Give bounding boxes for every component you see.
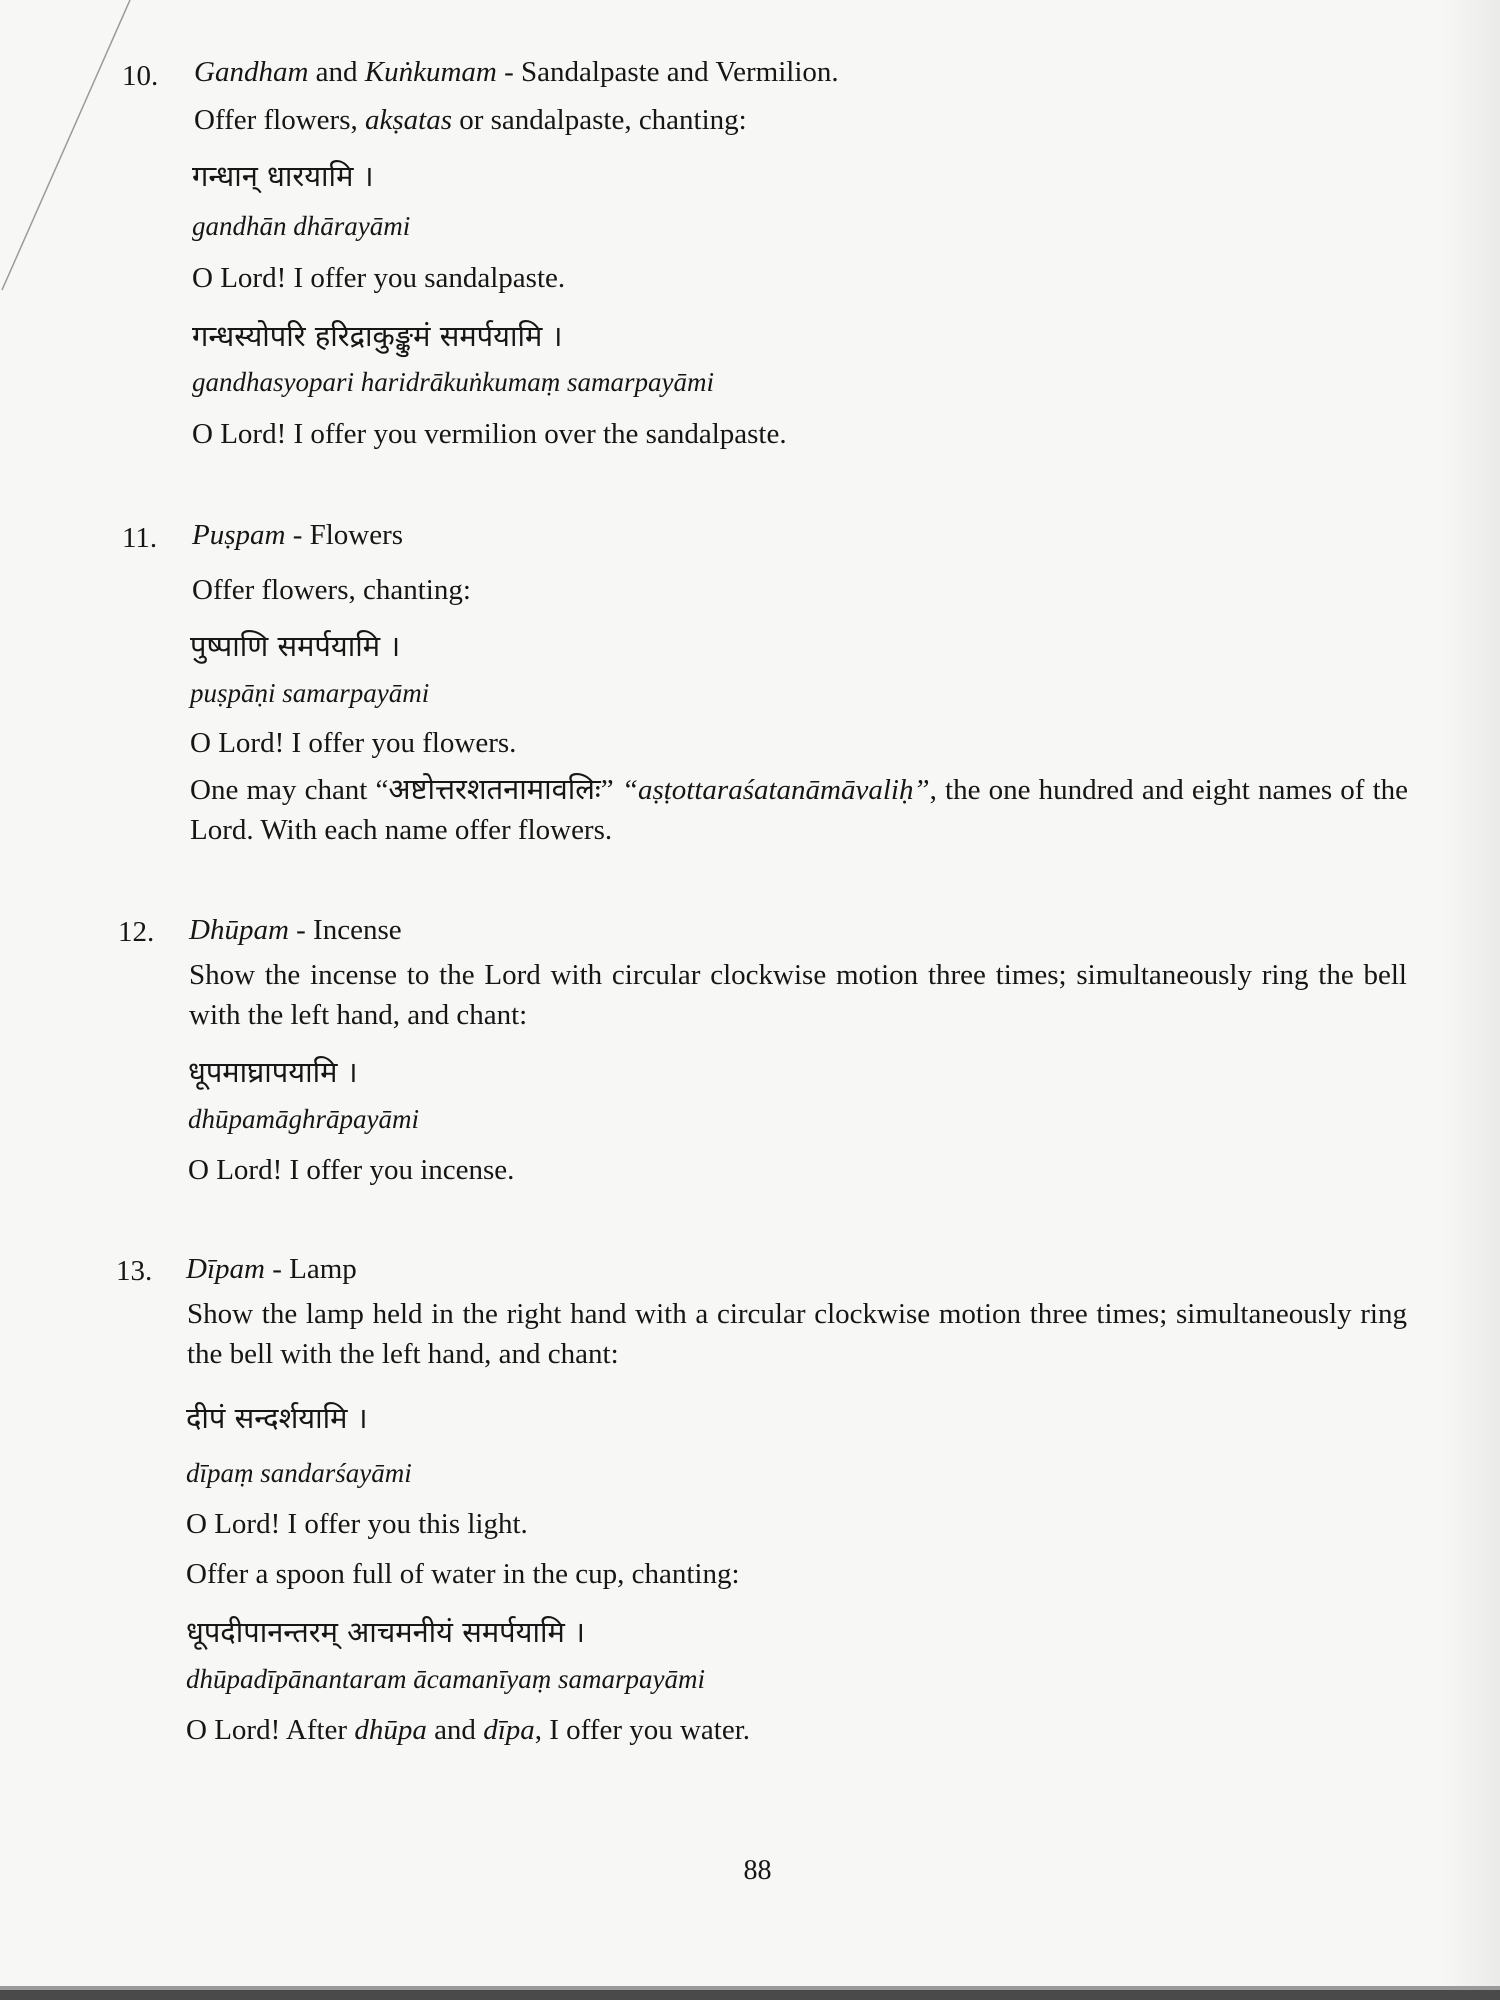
scan-crop-line — [0, 0, 140, 300]
page-number: 88 — [743, 1855, 772, 1886]
section-heading: Puṣpam - Flowers — [192, 519, 404, 551]
meaning: O Lord! I offer you flowers. — [190, 727, 517, 759]
sanskrit-chant: पुष्पाणि समर्पयामि । — [190, 629, 401, 663]
transliteration: dhūpadīpānantaram ācamanīyaṃ samarpayāmi — [186, 1664, 705, 1694]
page-edge-shadow — [1440, 0, 1500, 1990]
sanskrit-chant: धूपदीपानन्तरम् आचमनीयं समर्पयामि । — [186, 1615, 586, 1649]
section-number: 10. — [122, 60, 159, 92]
instruction: Offer flowers, akṣatas or sandalpaste, chanting: — [194, 104, 747, 136]
section-number: 12. — [118, 916, 155, 948]
transliteration: puṣpāṇi samarpayāmi — [190, 678, 430, 708]
transliteration: dhūpamāghrāpayāmi — [188, 1104, 419, 1134]
meaning: O Lord! I offer you vermilion over the sandalpaste. — [192, 418, 787, 450]
instruction: Offer a spoon full of water in the cup, chanting: — [186, 1558, 740, 1590]
scan-bottom-edge — [0, 1990, 1500, 2000]
section-number: 11. — [122, 522, 158, 554]
sanskrit-chant: गन्धान् धारयामि । — [192, 159, 374, 193]
transliteration: dīpaṃ sandarśayāmi — [186, 1458, 412, 1488]
instruction: Show the incense to the Lord with circular clockwise motion three times; simultaneously ring the bell with the left hand, and chant: — [189, 959, 1407, 1031]
sanskrit-chant: गन्धस्योपरि हरिद्राकुङ्कुमं समर्पयामि । — [192, 319, 563, 353]
transliteration: gandhasyopari haridrākuṅkumaṃ samarpayāmi — [192, 367, 714, 397]
section-heading: Dhūpam - Incense — [189, 914, 402, 946]
transliteration: gandhān dhārayāmi — [192, 211, 411, 241]
section-number: 13. — [116, 1255, 153, 1287]
section-heading: Gandham and Kuṅkumam - Sandalpaste and Vermilion. — [194, 56, 839, 88]
meaning: O Lord! I offer you sandalpaste. — [192, 262, 566, 294]
chanting-note: One may chant “अष्टोत्तरशतनामावलिः” “aṣṭottaraśatanāmāvaliḥ”, the one hundred and eight names of the Lord. With each name offer flowers. — [190, 774, 1409, 846]
meaning: O Lord! I offer you incense. — [188, 1154, 515, 1186]
sanskrit-chant: दीपं सन्दर्शयामि । — [186, 1401, 368, 1435]
sanskrit-chant: धूपमाघ्रापयामि । — [188, 1055, 358, 1089]
instruction: Offer flowers, chanting: — [192, 574, 471, 606]
meaning: O Lord! I offer you this light. — [186, 1508, 528, 1540]
instruction: Show the lamp held in the right hand with a circular clockwise motion three times; simultaneously ring the bell with the left hand, and chant: — [187, 1298, 1407, 1370]
section-heading: Dīpam - Lamp — [186, 1253, 357, 1285]
meaning: O Lord! After dhūpa and dīpa, I offer you water. — [186, 1714, 751, 1746]
